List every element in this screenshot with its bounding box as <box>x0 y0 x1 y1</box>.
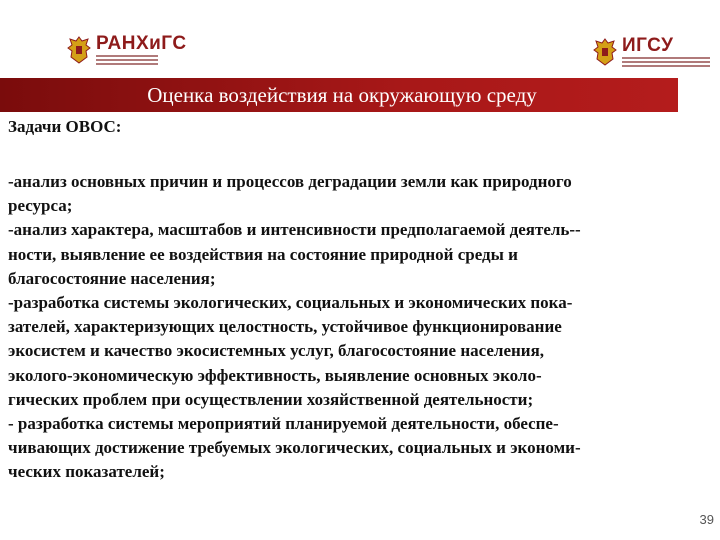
task-line: экосистем и качество экосистемных услуг, благосостояние населения, <box>8 341 545 361</box>
task-line: -анализ основных причин и процессов деградации земли как природного <box>8 172 572 191</box>
eagle-emblem-icon <box>66 35 92 65</box>
igsu-logo-subtitle-lines <box>622 57 710 67</box>
ranepa-logo-subtitle-lines <box>96 55 187 65</box>
section-heading: Задачи ОВОС: <box>8 117 122 136</box>
task-item <box>8 291 698 412</box>
task-line: - разработка системы мероприятий планируемой деятельности, обеспе- <box>8 414 559 434</box>
task-item <box>8 170 698 218</box>
title-bar <box>0 78 678 112</box>
task-line: -анализ характера, масштабов и интенсивности предполагаемой деятель-- <box>8 220 581 240</box>
task-line: гических проблем при осуществлении хозяйственной деятельности; <box>8 389 534 409</box>
task-line: эколого-экономическую эффективность, выявление основных эколо- <box>8 365 542 385</box>
task-line: чивающих достижение требуемых экологических, социальных и экономи- <box>8 438 581 458</box>
slide-content <box>8 114 698 485</box>
task-item <box>8 412 698 485</box>
slide-title: Оценка воздействия на окружающую среду <box>147 82 537 107</box>
task-line: зателей, характеризующих целостность, устойчивое функционирование <box>8 317 562 337</box>
eagle-emblem-icon <box>592 37 618 67</box>
task-line: ческих показателей; <box>8 462 165 482</box>
task-line: ности, выявление ее воздействия на состояние природной среды и <box>8 244 518 264</box>
igsu-logo <box>592 36 710 67</box>
task-line: благосостояние населения; <box>8 268 216 288</box>
ranepa-logo-name: РАНХиГС <box>96 33 187 54</box>
task-list <box>8 170 698 485</box>
task-line: ресурса; <box>8 196 73 216</box>
task-line: -разработка системы экологических, социальных и экономических пока- <box>8 293 573 313</box>
ranepa-logo <box>66 34 187 65</box>
page-number: 39 <box>699 512 714 527</box>
igsu-logo-name: ИГСУ <box>622 35 674 56</box>
task-item <box>8 218 698 291</box>
